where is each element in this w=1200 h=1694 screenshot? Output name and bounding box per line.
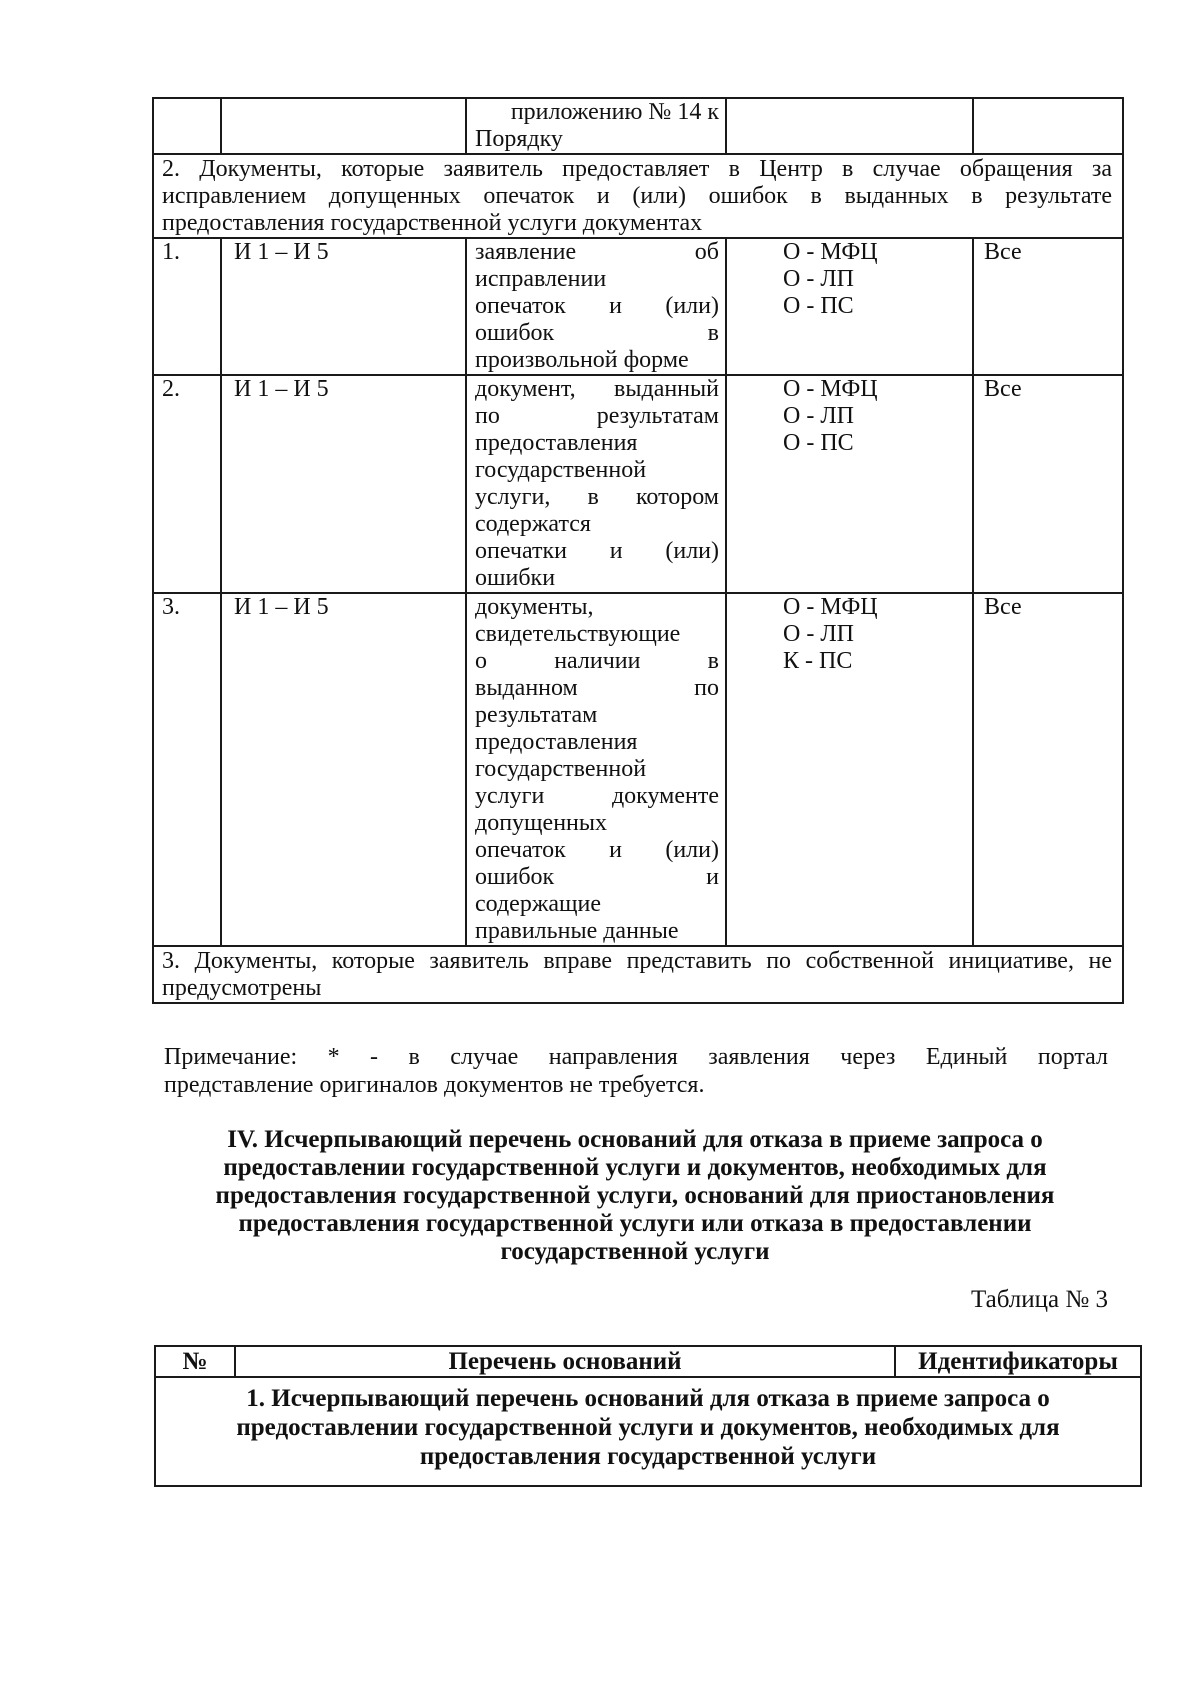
document-name-line: опечаток и (или) [475, 293, 719, 319]
form-line: О - ЛП [783, 621, 854, 647]
document-name-line: предоставления [475, 430, 638, 456]
document-name-line: Порядку [475, 126, 563, 152]
applicants-cell: Все [973, 375, 1123, 593]
document-name-line: допущенных [475, 810, 607, 836]
document-name-line: заявление об [475, 239, 719, 265]
table-row [153, 98, 1123, 154]
form-line: О - ЛП [783, 403, 854, 429]
document-name-line: произвольной форме [475, 347, 689, 373]
document-name-cell [466, 98, 726, 154]
submission-form-cell [726, 593, 973, 946]
table-cell [153, 98, 221, 154]
form-line: О - МФЦ [783, 376, 878, 402]
document-name-line: выданном по [475, 675, 719, 701]
form-line: О - ПС [783, 430, 854, 456]
section-title-line: IV. Исчерпывающий перечень оснований для отказа в приеме запроса о [227, 1126, 1043, 1153]
document-name-line: документ, выданный [475, 376, 719, 402]
applicants-cell: Все [973, 593, 1123, 946]
section1-heading-line: предоставления государственной услуги [419, 1443, 877, 1470]
table-cell [221, 98, 466, 154]
form-line: О - МФЦ [783, 594, 878, 620]
note-paragraph [164, 1043, 1108, 1099]
document-name-cell [466, 593, 726, 946]
section1-heading-line: предоставлении государственной услуги и документов, необходимых для [236, 1414, 1060, 1441]
document-name-line: государственной [475, 756, 647, 782]
table-caption: Таблица № 3 [970, 1286, 1108, 1313]
form-line: О - МФЦ [783, 239, 878, 265]
section-heading-row [153, 154, 1123, 238]
document-name-line: содержащие [475, 891, 602, 917]
section-title-line: государственной услуги [500, 1238, 770, 1265]
document-name-line: услуги, в котором [475, 484, 719, 510]
table-cell [726, 98, 973, 154]
header-number: № [155, 1346, 235, 1377]
document-name-line: ошибки [475, 565, 556, 591]
form-line: К - ПС [783, 648, 853, 674]
applicants-cell: Все [973, 238, 1123, 375]
row-number: 3. [153, 593, 221, 946]
form-line: О - ПС [783, 293, 854, 319]
section-title-line: предоставлении государственной услуги и документов, необходимых для [223, 1154, 1047, 1181]
table-row [153, 375, 1123, 593]
document-name-cell [466, 375, 726, 593]
table-row [153, 238, 1123, 375]
document-name-line: ошибок и [475, 864, 719, 890]
identifiers-cell: И 1 – И 5 [221, 593, 466, 946]
row-number: 1. [153, 238, 221, 375]
section3-heading: 3. Документы, которые заявитель вправе представить по собственной инициативе, не предусмотрены [153, 946, 1123, 1003]
section1-heading [155, 1377, 1141, 1486]
documents-table [152, 97, 1124, 1004]
identifiers-cell: И 1 – И 5 [221, 238, 466, 375]
row-number: 2. [153, 375, 221, 593]
submission-form-cell [726, 375, 973, 593]
identifiers-cell: И 1 – И 5 [221, 375, 466, 593]
section-title [160, 1126, 1110, 1266]
grounds-table [154, 1345, 1142, 1487]
section-title-line: предоставления государственной услуги или отказа в предоставлении [238, 1210, 1032, 1237]
document-name-line: документы, [475, 594, 594, 620]
section-heading-row [153, 946, 1123, 1003]
document-name-line: предоставления [475, 729, 638, 755]
header-identifiers: Идентификаторы [895, 1346, 1141, 1377]
document-name-line: по результатам [475, 403, 719, 429]
document-name-line: содержатся [475, 511, 591, 537]
document-name-line: государственной [475, 457, 647, 483]
table-cell [973, 98, 1123, 154]
document-name-line: опечатки и (или) [475, 538, 719, 564]
document-name-line: исправлении [475, 266, 607, 292]
section-heading-row [155, 1377, 1141, 1486]
table-header-row [155, 1346, 1141, 1377]
header-grounds-list: Перечень оснований [235, 1346, 895, 1377]
section-title-line: предоставления государственной услуги, оснований для приостановления [215, 1182, 1055, 1209]
document-name-line: услуги документе [475, 783, 719, 809]
document-name-line: опечаток и (или) [475, 837, 719, 863]
note-line: представление оригиналов документов не требуется. [164, 1072, 705, 1098]
document-name-line: свидетельствующие [475, 621, 681, 647]
table-row [153, 593, 1123, 946]
section1-heading-line: 1. Исчерпывающий перечень оснований для отказа в приеме запроса о [246, 1385, 1050, 1412]
section2-heading: 2. Документы, которые заявитель предоставляет в Центр в случае обращения за исправлением допущенных опечаток и (или) ошибок в выданных в результате предоставления государственной услуги документах [153, 154, 1123, 238]
form-line: О - ЛП [783, 266, 854, 292]
document-name-line: о наличии в [475, 648, 719, 674]
note-line: Примечание: * - в случае направления заявления через Единый портал [164, 1044, 1108, 1070]
submission-form-cell [726, 238, 973, 375]
document-name-line: ошибок в [475, 320, 719, 346]
document-name-line: правильные данные [475, 918, 679, 944]
document-name-line: приложению № 14 к [510, 99, 719, 125]
document-name-line: результатам [475, 702, 598, 728]
document-name-cell [466, 238, 726, 375]
